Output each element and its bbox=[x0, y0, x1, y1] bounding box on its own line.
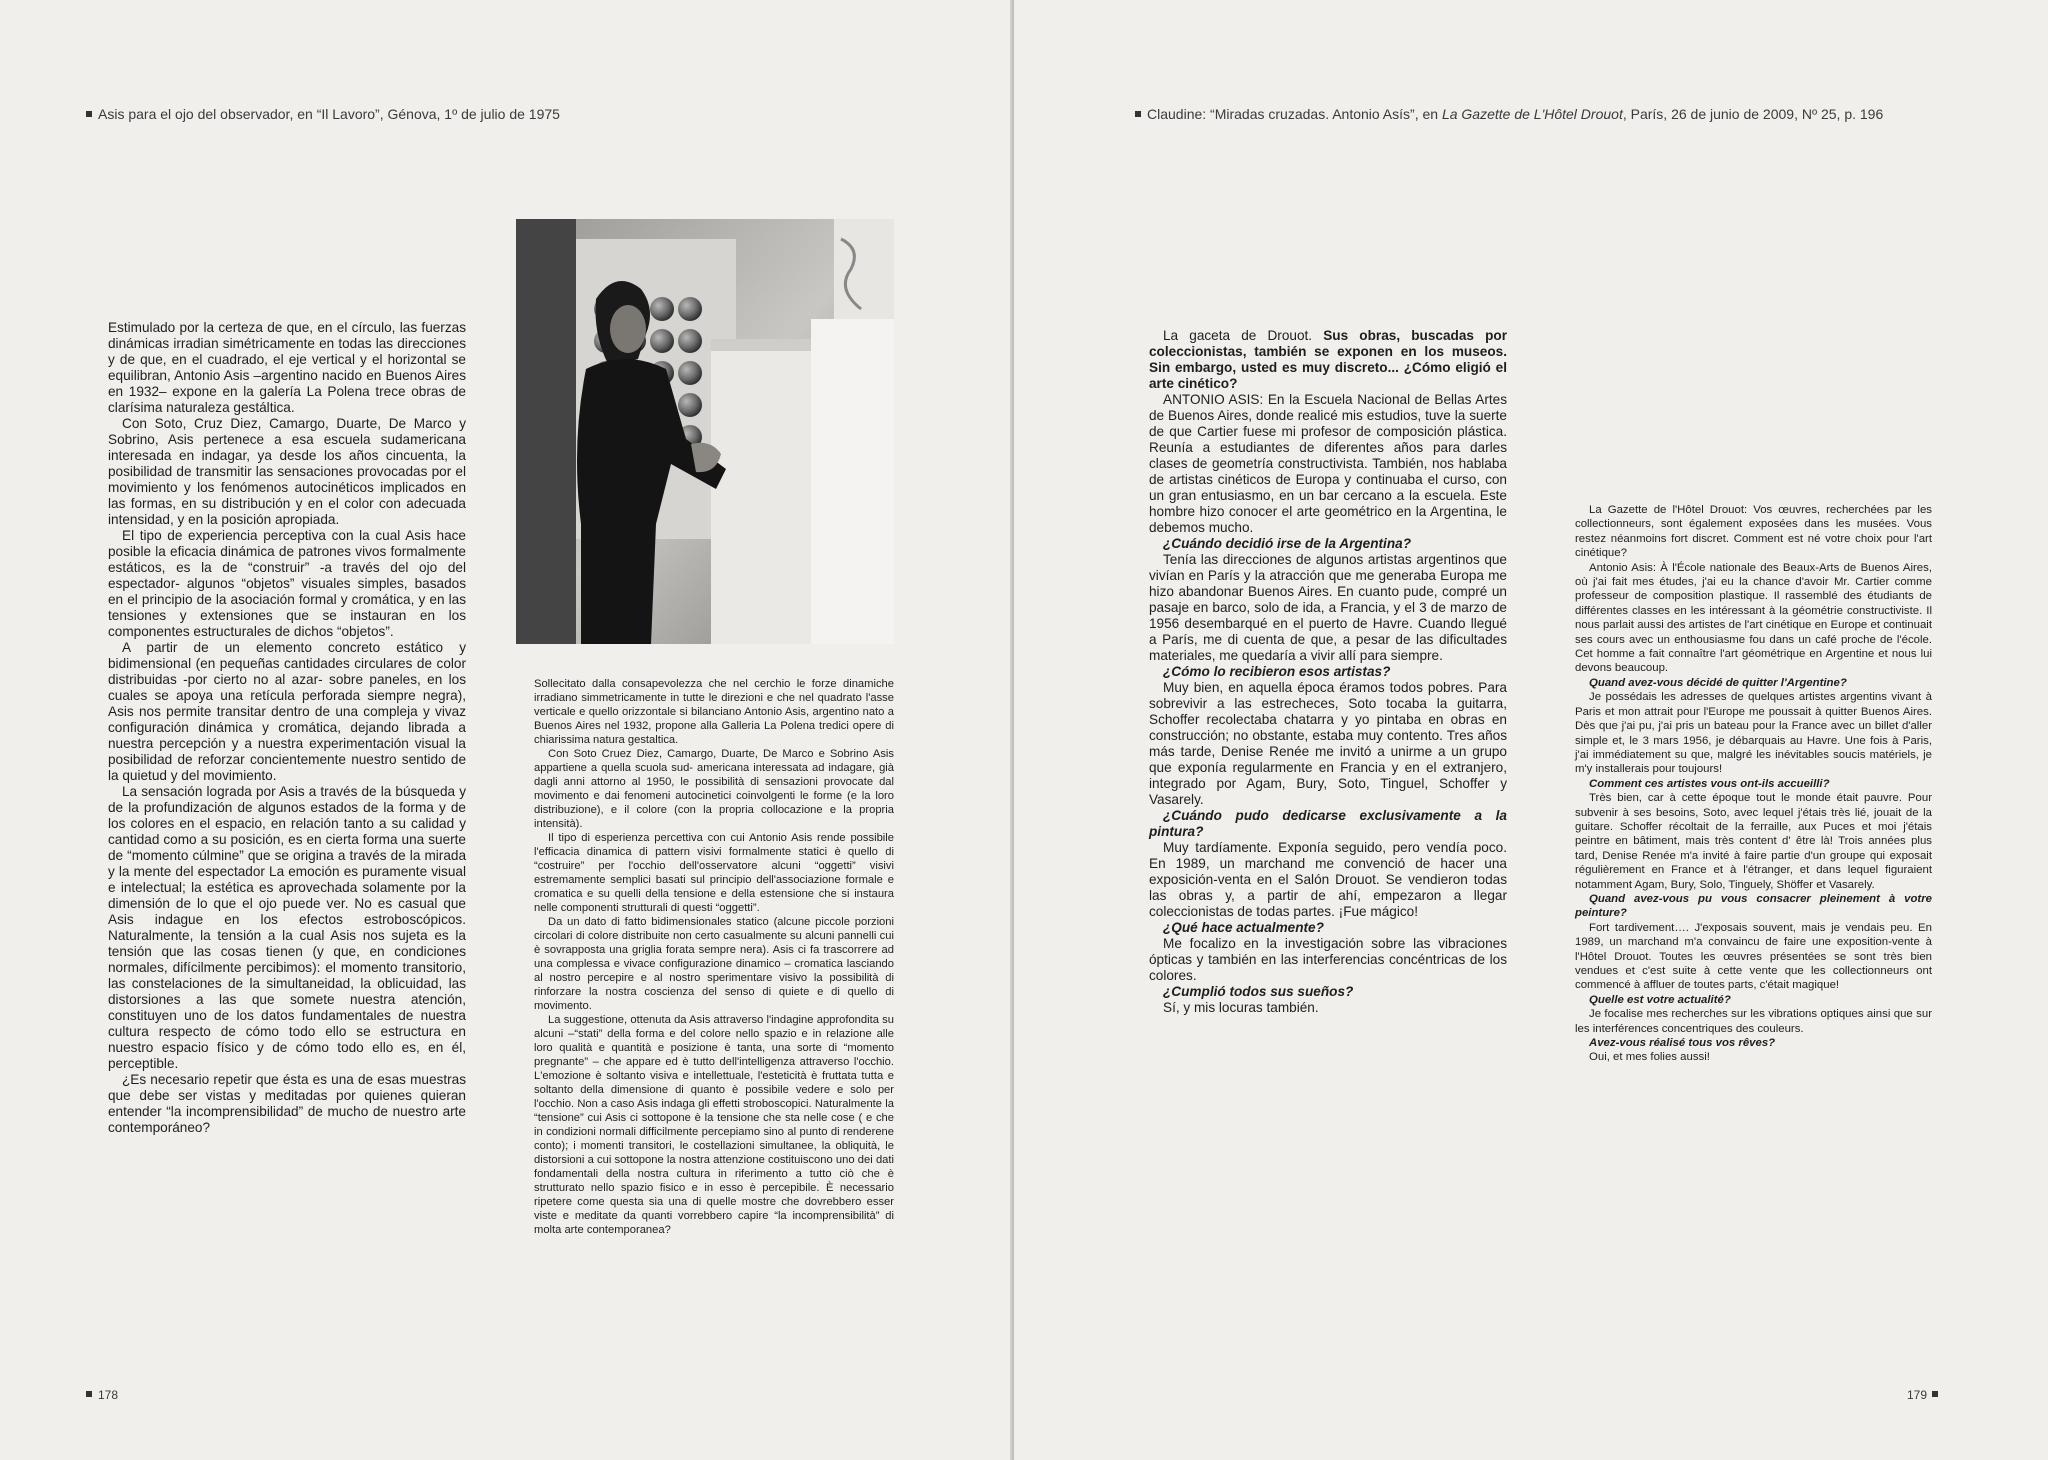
right-page-number-text: 179 bbox=[1907, 1388, 1928, 1402]
left-page-number bbox=[86, 1388, 118, 1402]
es-answer-5: Me focalizo en la investigación sobre las vibraciones ópticas y también en las interferencias concéntricas de los colores. bbox=[1149, 936, 1507, 983]
right-caption-suffix: , París, 26 de junio de 2009, Nº 25, p. 196 bbox=[1622, 106, 1884, 122]
es-paragraph-4: A partir de un elemento concreto estático y bidimensional (en pequeñas cantidades circulares de color distribuidas -por cierto no al azar- sobre paneles, en los cuales se apoya una retícula perforada siempre negra), Asis nos permite transitar dentro de una compleja y vivaz configuración dinámica y cromática, dejando librada a nuestra percepción y a nuestra experimentación visual la posibilidad de reforzar concientemente nuestro sentido de la quietud y del movimiento. bbox=[108, 640, 466, 783]
fr-question-5: Quelle est votre actualité? bbox=[1589, 993, 1731, 1006]
right-page-number bbox=[1907, 1388, 1938, 1402]
right-caption bbox=[1135, 106, 1883, 122]
fr-answer-3: Très bien, car à cette époque tout le monde était pauvre. Pour subvenir à ses besoins, Soto, avec lequel j'étais très lié, jouait de la guitare. Schoffer récoltait de la ferraille, aux Puces et moi j'étais peintre en bâtiment, mais très content d' être là! Trois années plus tard, Denise Renée m'a invité à faire partie d'un groupe qui exposait régulièrement en France et à l'étranger, et dans lequel figuraient notamment Agam, Bury, Solo, Tinguely, Shöffer et Vasarely. bbox=[1575, 792, 1932, 891]
es-answer-1: ANTONIO ASIS: En la Escuela Nacional de Bellas Artes de Buenos Aires, donde realicé mis estudios, tuve la suerte de que Cartier fuese mi profesor de composición plástica. Reunía a estudiantes de diferentes años para darles clases de geometría constructivista. También, nos hablaba de artistas cinéticos de Europa y continuaba el curso, con un gran entusiasmo, en un bar cercano a la escuela. Este hombre hizo conocer el arte geométrico en la Argentina, le debemos mucho. bbox=[1149, 392, 1507, 535]
es-question-6: ¿Cumplió todos sus sueños? bbox=[1163, 984, 1354, 999]
right-caption-prefix: Claudine: “Miradas cruzadas. Antonio Asís”, en bbox=[1147, 106, 1442, 122]
es-question-5: ¿Qué hace actualmente? bbox=[1163, 920, 1324, 935]
fr-intro: La Gazette de l'Hôtel Drouot: Vos œuvres, recherchées par les collectionneurs, sont également exposées dans les musées. Vous restez néanmoins fort discret. Comment est né votre choix pour l'art cinétique? bbox=[1575, 504, 1932, 560]
it-paragraph-4: Da un dato di fatto bidimensionales statico (alcune piccole porzioni circolari di colore distribuite non certo casualmente su alcuni pannelli cui è sovrapposta una griglia forata sempre nera). Asis ci fa trascorrere ad una complessa e vivace configurazione dinamico – cromatica lasciando al nostro percepire e al nostro sperimentare visivo la possibilità di rinforzare la nostra coscienza del senso di quiete e di quello di movimento. bbox=[534, 916, 894, 1012]
square-bullet-icon bbox=[86, 1391, 92, 1397]
fr-question-6: Avez-vous réalisé tous vos rêves? bbox=[1589, 1037, 1776, 1050]
french-interview-column bbox=[1575, 503, 1932, 1065]
es-paragraph-3: El tipo de experiencia perceptiva con la cual Asis hace posible la eficacia dinámica de patrones vivos formalmente estáticos, es la de “construir” -a través del ojo del espectador- algunos “objetos” visuales simples, basados en el principio de la asociación formal y cromática, y en las tensiones y extensiones que se instauran en los componentes estructurales de dichos “objetos”. bbox=[108, 528, 466, 639]
fr-answer-5: Je focalise mes recherches sur les vibrations optiques ainsi que sur les interférences concentriques des couleurs. bbox=[1575, 1008, 1932, 1035]
square-bullet-icon bbox=[86, 111, 92, 117]
fr-answer-4: Fort tardivement…. J'exposais souvent, mais je vendais peu. En 1989, un marchand m'a convaincu de faire une exposition-vente à l'Hôtel Drouot. Toutes les œuvres présentées se sont très bien vendues et c'est suite à cette vente que les collectionneurs ont commencé à affluer de toutes parts, c'était magique! bbox=[1575, 921, 1932, 992]
es-lead-label: La gaceta de Drouot. bbox=[1163, 328, 1313, 343]
fr-question-3: Comment ces artistes vous ont-ils accueilli? bbox=[1589, 777, 1830, 790]
spanish-column bbox=[108, 320, 466, 1136]
fr-answer-2: Je possédais les adresses de quelques artistes argentins vivant à Paris et mon attrait pour l'Europe me poussait à quitter Buenos Aires. Dès que j'ai pu, j'ai pris un bateau pour la France avec un billet d'aller simple et, le 3 mars 1956, je débarquais au Havre. Une fois à Paris, j'ai immédiatement su que, malgré les inévitables soucis matériels, je m'y installerais pour toujours! bbox=[1575, 691, 1932, 776]
right-caption-italic: La Gazette de L'Hôtel Drouot bbox=[1441, 106, 1623, 122]
it-paragraph-5: La suggestione, ottenuta da Asis attraverso l'indagine approfondita su alcuni –“stati” della forma e del colore nello spazio e in relazione alle loro qualità e quantità e posizione è tanta, una sorte di “momento pregnante” – che appare ed è tutto dell'intelligenza attraverso l'occhio. L'emozione è soltanto visiva e intellettuale, l'esteticità è fruttata tutta e soltanto della dimensione di quanto è possibile vedere e solo per l'occhio. Non a caso Asis indaga gli effetti stroboscopici. Naturalmente la “tensione” cui Asis ci sottopone è la tensione che sta nelle cose ( e che in condizioni normali difficilmente percepiamo sino al punto di renderene conto); i momenti transitori, le costellazioni simultanee, la obliquità, le distorsioni a cui sottopone la nostra attenzione costituiscono uno dei dati fondamentali della nostra cultura in riferimento a tutto ciò che è strutturato nello spazio fisico e in esso è percepibile. È necessario ripetere come questa sia una di quelle mostre che dovrebbero esser viste e meditate da quanti vorrebbero capire “la incomprensibilità” di molta arte contemporanea? bbox=[534, 1014, 894, 1236]
fr-answer-1: Antonio Asis: À l'École nationale des Beaux-Arts de Buenos Aires, où j'ai fait mes études, j'ai eu la chance d'avoir Mr. Cartier comme professeur de composition plastique. Il rassemblé des étudiants de différentes classes en les intéressant à la géométrie constructiviste. Il nous parlait aussi des artistes de l'art cinétique en Europe et continuait ses cours avec un enthousiasme fou dans un café proche de l'école. Cet homme a fait connaître l'art géométrique en Argentine et nous lui devons beaucoup. bbox=[1575, 561, 1932, 675]
es-question-4: ¿Cuándo pudo dedicarse exclusivamente a la pintura? bbox=[1149, 808, 1507, 839]
artist-photo-illustration bbox=[516, 219, 894, 644]
left-page-number-text: 178 bbox=[98, 1388, 119, 1402]
italian-column bbox=[534, 677, 894, 1237]
es-question-2: ¿Cuándo decidió irse de la Argentina? bbox=[1163, 536, 1411, 551]
square-bullet-icon bbox=[1932, 1391, 1938, 1397]
es-answer-3: Muy bien, en aquella época éramos todos pobres. Para sobrevivir a las estrecheces, Soto tocaba la guitarra, Schoffer recolectaba chatarra y yo pintaba en obras en construcción; no obstante, estaba muy contento. Tres años más tarde, Denise Renée me invitó a unirme a un grupo que exponía regularmente en Francia y en el extranjero, integrado por Agam, Bury, Soto, Tinguel, Schoffer y Vasarely. bbox=[1149, 680, 1507, 807]
it-paragraph-2: Con Soto Cruez Diez, Camargo, Duarte, De Marco e Sobrino Asis appartiene a quella scuola sud- americana interessata ad indagare, già dagli anni attorno al 1950, le possibilità di sensazioni provocate dal movimento e dai fenomeni autocinetici coinvolgenti le forme (e la loro distribuzione), e il colore (con la propria collocazione e la propria intensità). bbox=[534, 748, 894, 830]
es-paragraph-2: Con Soto, Cruz Diez, Camargo, Duarte, De Marco y Sobrino, Asis pertenece a esa escuela sudamericana interesada en indagar, ya desde los años cincuenta, la posibilidad de transmitir las sensaciones provocadas por el movimiento y los fenómenos autocinéticos implicados en las formas, en su distribución y en el color con adecuada intensidad, y en la posición apropiada. bbox=[108, 416, 466, 527]
left-caption bbox=[86, 106, 560, 122]
es-interview-lead bbox=[1149, 328, 1507, 392]
left-page bbox=[0, 0, 1012, 1460]
es-paragraph-1: Estimulado por la certeza de que, en el círculo, las fuerzas dinámicas irradian simétricamente en todas las direcciones y de que, en el cuadrado, el eje vertical y el horizontal se equilibran, Antonio Asis –argentino nacido en Buenos Aires en 1932– expone en la galería La Polena trece obras de clarísima naturaleza gestáltica. bbox=[108, 320, 466, 415]
es-answer-2: Tenía las direcciones de algunos artistas argentinos que vivían en París y la atracción que me generaba Europa me hizo abandonar Buenos Aires. En cuanto pude, compré un pasaje en barco, solo de ida, a Francia, y el 3 de marzo de 1956 desembarqué en el puerto de Havre. Cuando llegué a París, me di cuenta de que, a pesar de las dificultades materiales, me quedaría a vivir allí para siempre. bbox=[1149, 552, 1507, 663]
fr-question-4: Quand avez-vous pu vous consacrer pleinement à votre peinture? bbox=[1575, 892, 1932, 920]
right-page bbox=[1014, 0, 2048, 1460]
spanish-interview-column bbox=[1149, 328, 1507, 1016]
es-lead-question: Sus obras, buscadas por coleccionistas, también se exponen en los museos. Sin embargo, usted es muy discreto... ¿Cómo eligió el arte cinético? bbox=[1149, 328, 1508, 391]
es-question-3: ¿Cómo lo recibieron esos artistas? bbox=[1163, 664, 1391, 679]
it-paragraph-1: Sollecitato dalla consapevolezza che nel cerchio le forze dinamiche irradiano simmetricamente in tutte le direzioni e che nel quadrato l'asse verticale e quello orizzontale si bilanciano Antonio Asis, argentino nato a Buenos Aires nel 1932, propone alla Galleria La Polena tredici opere di chiarissima natura gestaltica. bbox=[534, 678, 894, 746]
es-paragraph-5: La sensación lograda por Asis a través de la búsqueda y de la profundización de algunos estados de la forma y de los colores en el espacio, en relación tanto a su calidad y cantidad como a su posición, es en cierta forma una suerte de “momento cúlmine” que se origina a través de la mirada y la mente del espectador La emoción es puramente visual e intelectual; la estética es aprovechada solamente por la dimensión de lo que el ojo puede ver. No es casual que Asis indague en los efectos estroboscópicos. Naturalmente, la tensión a la cual Asis nos sujeta es la tensión que las cosas tienen (y que, en condiciones normales, difícilmente percibimos): el momento transitorio, las constelaciones de la simultaneidad, la oblicuidad, las distorsiones a las que somete nuestra atención, constituyen uno de los datos fundamentales de nuestra cultura respecto de cómo todo ello se estructura en nuestro espacio físico y de cómo todo ello es, en él, perceptible. bbox=[108, 784, 466, 1071]
es-answer-6: Sí, y mis locuras también. bbox=[1163, 1000, 1319, 1015]
artist-photo bbox=[516, 219, 894, 644]
fr-answer-6: Oui, et mes folies aussi! bbox=[1589, 1051, 1710, 1064]
es-answer-4: Muy tardíamente. Exponía seguido, pero vendía poco. En 1989, un marchand me convenció de hacer una exposición-venta en el Salón Drouot. Se vendieron todas las obras y, a partir de ahí, empezaron a llegar coleccionistas de todas partes. ¡Fue mágico! bbox=[1149, 840, 1507, 919]
left-caption-text: Asis para el ojo del observador, en “Il Lavoro”, Génova, 1º de julio de 1975 bbox=[98, 106, 560, 122]
square-bullet-icon bbox=[1135, 111, 1141, 117]
fr-question-2: Quand avez-vous décidé de quitter l'Argentine? bbox=[1589, 676, 1847, 689]
it-paragraph-3: Il tipo di esperienza percettiva con cui Antonio Asis rende possibile l'efficacia dinamica di pattern visivi formalmente statici è quello di “costruire” per l'occhio dell'osservatore alcuni “oggetti” visivi estremamente semplici basati sul principio dell'associazione formale e cromatica e su quelli della tensione e della estensione che si instaura nelle componenti strutturali di questi “oggetti”. bbox=[534, 832, 894, 914]
es-paragraph-6: ¿Es necesario repetir que ésta es una de esas muestras que debe ser vistas y meditadas por quienes quieran entender “la incomprensibilidad” de mucho de nuestro arte contemporáneo? bbox=[108, 1072, 466, 1135]
